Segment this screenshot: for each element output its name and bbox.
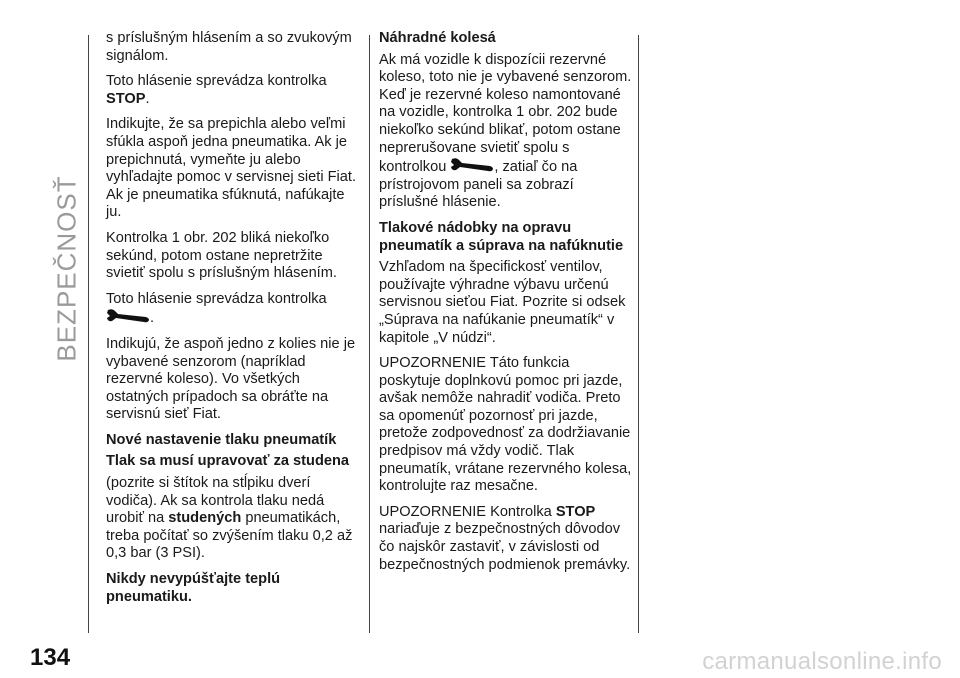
paragraph: Vzhľadom na špecifickosť ventilov, používajte výhradne výbavu určenú servisnou sieťou Fiat. Pozrite si odsek „Súprava na nafúkanie pneumatík“ v kapitole „V núdzi“. xyxy=(379,259,626,346)
stop-label: STOP xyxy=(106,90,146,107)
paragraph: Ak má vozidle k dispozícii rezervné koleso, toto nie je vybavené senzorom. Keď je rezervné koleso namontované na vozidle, kontrolka 1 obr. 202 bude niekoľko sekúnd blikať, potom ostane neprerušovane svietiť spolu s kontrolkou , zatiaľ čo na prístrojovom paneli sa zobrazí príslušné hlásenie. xyxy=(379,51,632,211)
heading: Nikdy nevypúšťajte teplú pneumatiku. xyxy=(106,571,281,605)
paragraph: UPOZORNENIE Táto funkcia poskytuje doplnkovú pomoc pri jazde, avšak nemôže nahradiť vodiča. Preto sa opomenúť pozornosť pri jazde, pretože zodpovednosť za dodržiavanie predpisov má vždy vodič. Tlak pneumatík, vrátane rezervného kolesa, kontrolujte raz mesačne. xyxy=(379,355,632,495)
paragraph: Kontrolka 1 obr. 202 bliká niekoľko sekúnd, potom ostane nepretržite svietiť spolu s príslušným hlásením. xyxy=(106,229,337,282)
paragraph: s príslušným hlásením a so zvukovým signálom. xyxy=(106,30,352,64)
paragraph: Indikujte, že sa prepichla alebo veľmi sfúkla aspoň jedna pneumatika. Ak je prepichnutá, vymeňte ju alebo vyhľadajte pomoc v servisnej sieti Fiat. Ak je pneumatika sfúknutá, nafúkajte ju. xyxy=(106,116,357,221)
column-divider-right xyxy=(638,35,639,633)
left-column xyxy=(106,30,362,610)
heading: Tlak sa musí upravovať za studena xyxy=(106,453,350,470)
margin-divider xyxy=(88,35,89,633)
heading: Nové nastavenie tlaku pneumatík xyxy=(106,431,337,448)
paragraph: Indikujú, že aspoň jedno z kolies nie je vybavené senzorom (napríklad rezervné koleso). Vo všetkých ostatných prípadoch sa obráťte na servisnú sieť Fiat. xyxy=(106,335,356,423)
stop-label: STOP xyxy=(555,503,596,520)
page-number: 134 xyxy=(30,644,71,671)
right-column xyxy=(379,30,633,582)
heading: Náhradné kolesá xyxy=(379,30,496,46)
paragraph: Toto hlásenie sprevádza kontrolka STOP. xyxy=(106,73,327,107)
section-title xyxy=(51,174,82,362)
heading: Tlakové nádobky na opravu pneumatík a súprava na nafúknutie xyxy=(379,219,624,254)
column-divider-middle xyxy=(369,35,370,633)
wrench-icon xyxy=(450,157,494,173)
paragraph: (pozrite si štítok na stĺpiku dverí vodiča). Ak sa kontrola tlaku nedá urobiť na studených pneumatikách, treba počítať so zvýšením tlaku 0,2 až 0,3 bar (3 PSI). xyxy=(106,475,353,562)
paragraph: UPOZORNENIE Kontrolka STOP nariaďuje z bezpečnostných dôvodov čo najskôr zastaviť, v závislosti od bezpečnostných podmienok premávky. xyxy=(379,503,631,573)
paragraph: Toto hlásenie sprevádza kontrolka . xyxy=(106,290,327,327)
watermark: carmanualsonline.info xyxy=(702,648,942,675)
wrench-icon xyxy=(106,308,150,324)
section-title-text: BEZPEČNOSŤ xyxy=(51,174,82,362)
